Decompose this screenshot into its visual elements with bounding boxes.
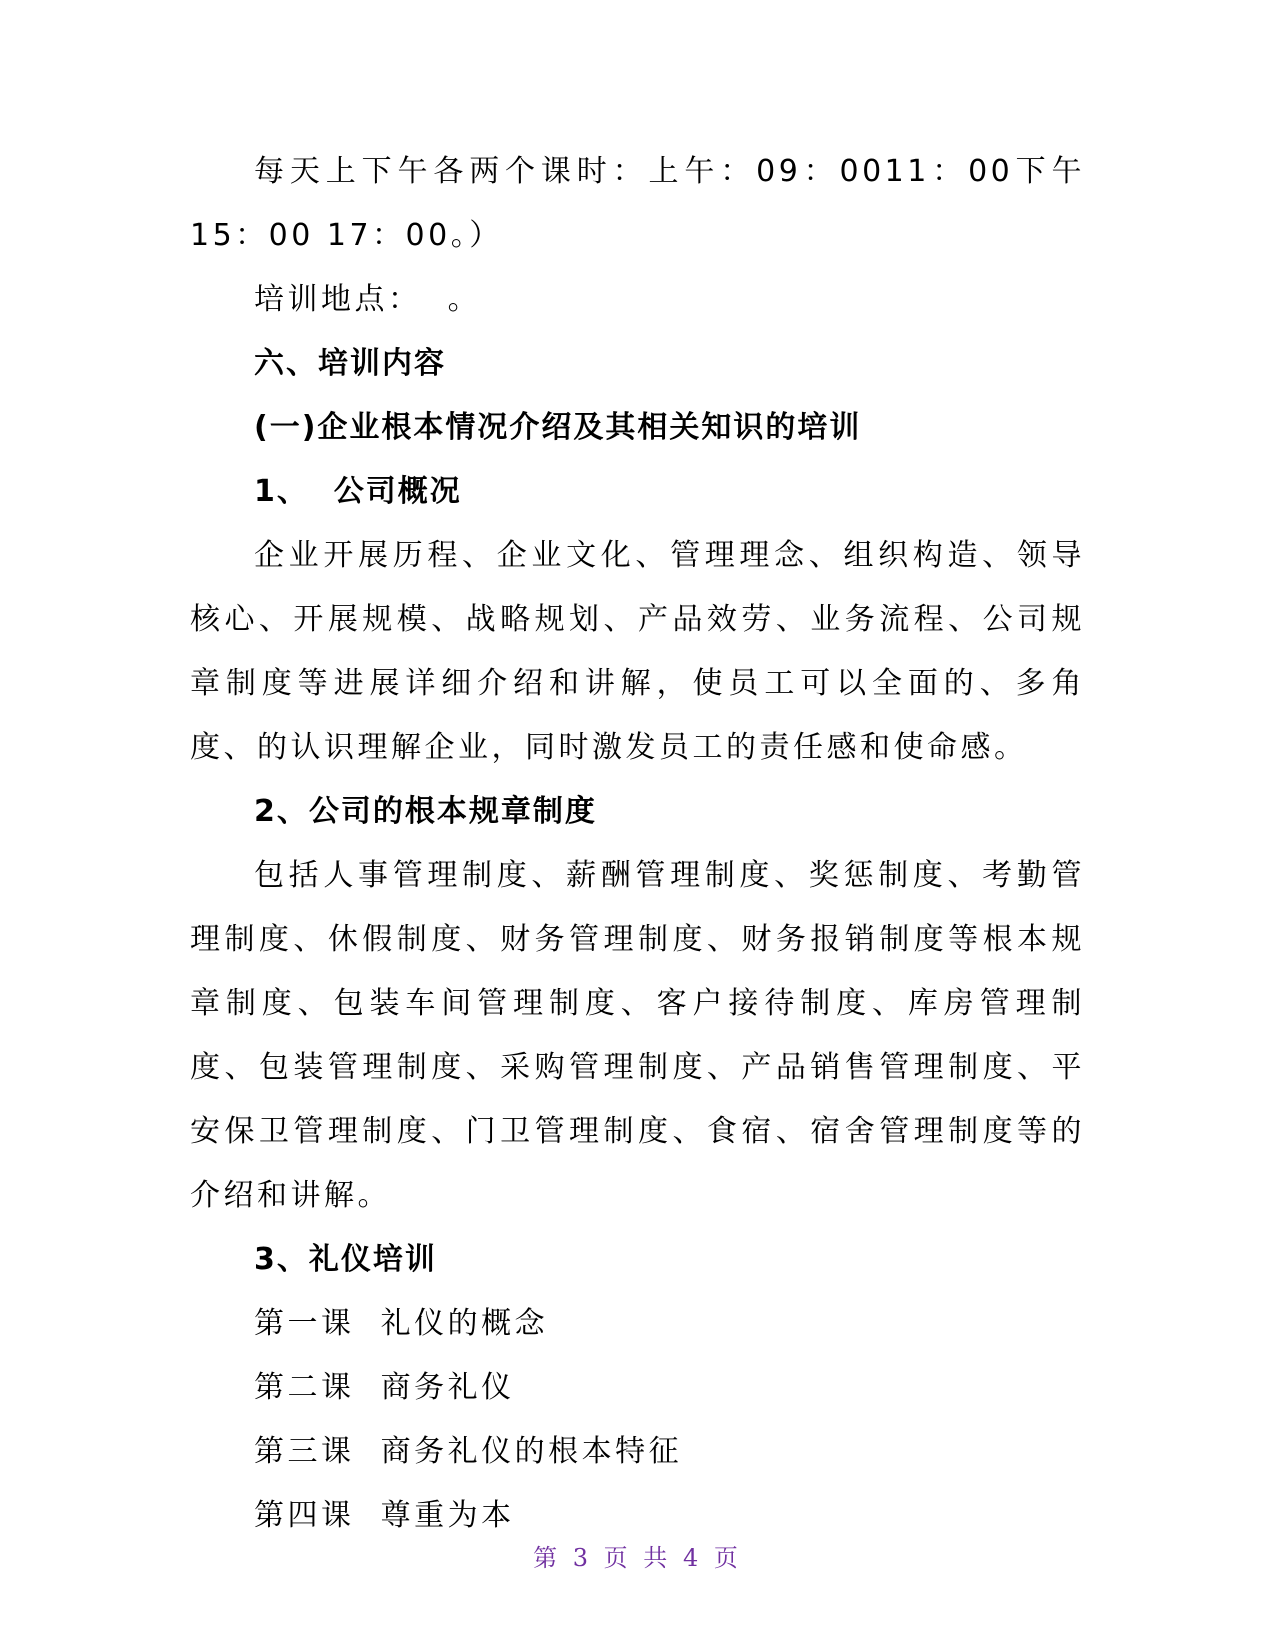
- lesson-item: 第三课 商务礼仪的根本特征: [254, 1434, 683, 1469]
- item-heading-regulations: 2、公司的根本规章制度: [254, 794, 597, 829]
- regulations-text: 包括人事管理制度、薪酬管理制度、奖惩制度、考勤管理制度、休假制度、财务管理制度、财务报销制度等根本规章制度、包装车间管理制度、客户接待制度、库房管理制度、包装管理制度、采购管理制度、产品销售管理制度、平安保卫管理制度、门卫管理制度、食宿、宿舍管理制度等的介绍和讲解。: [190, 858, 1085, 1213]
- subsection-heading-one: (一)企业根本情况介绍及其相关知识的培训: [254, 410, 862, 445]
- section-heading-six: 六、培训内容: [254, 346, 446, 381]
- company-overview-text: 企业开展历程、企业文化、管理理念、组织构造、领导核心、开展规模、战略规划、产品效劳、业务流程、公司规章制度等进展详细介绍和讲解，使员工可以全面的、多角度、的认识理解企业，同时激发员工的责任感和使命感。: [190, 538, 1085, 765]
- lesson-item: 第二课 商务礼仪: [254, 1370, 515, 1405]
- lesson-item: 第一课 礼仪的概念: [254, 1306, 549, 1341]
- location-text: 培训地点： 。: [254, 282, 482, 317]
- lesson-item: 第四课 尊重为本: [254, 1498, 515, 1533]
- item-heading-company-overview: 1、 公司概况: [254, 474, 462, 509]
- schedule-text: 每天上下午各两个课时：上午：09：0011：00下午15：00 17：00。）: [190, 154, 1085, 253]
- document-body: [190, 140, 1085, 1548]
- page-number-footer: 第 3 页 共 4 页: [533, 1544, 742, 1572]
- item-heading-etiquette: 3、礼仪培训: [254, 1242, 437, 1277]
